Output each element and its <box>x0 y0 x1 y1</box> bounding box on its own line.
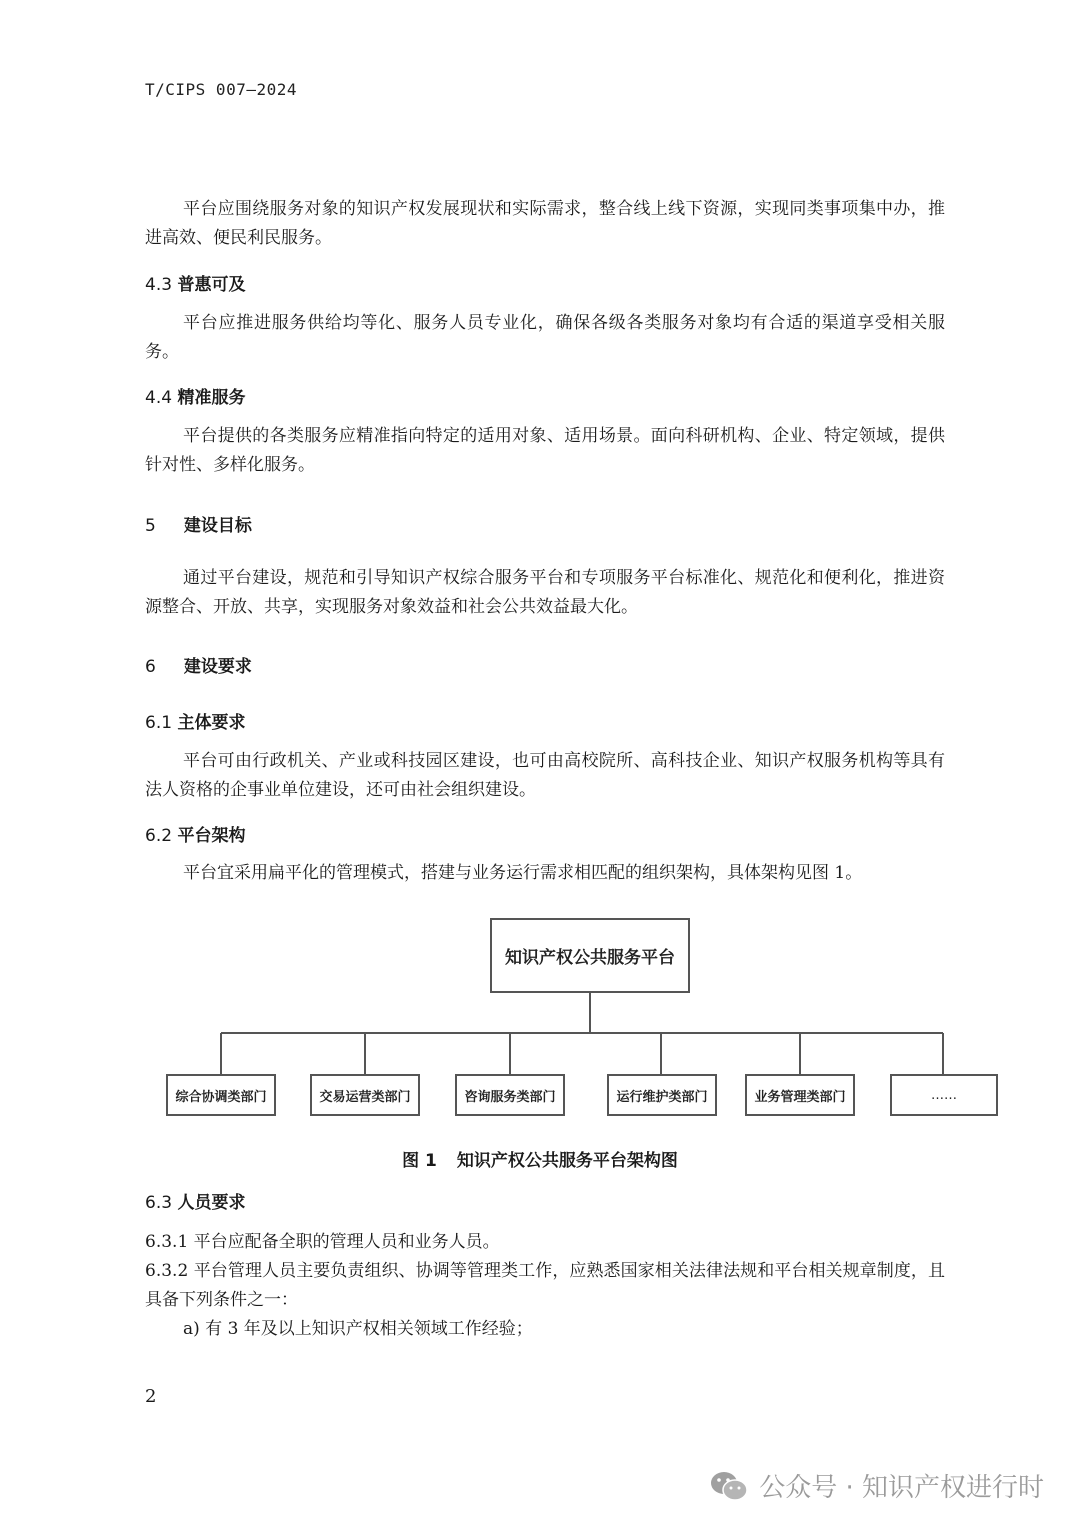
section-title: 主体要求 <box>177 713 246 733</box>
document-code: T/CIPS 007—2024 <box>145 80 297 99</box>
section-number: 6 <box>145 657 156 677</box>
section-number: 4.4 <box>145 388 173 408</box>
org-chart-node-3: 咨询服务类部门 <box>455 1074 565 1116</box>
section-number: 6.2 <box>145 826 173 846</box>
section-title: 建设要求 <box>183 657 252 677</box>
section-title: 精准服务 <box>177 388 246 408</box>
org-chart-node-2: 交易运营类部门 <box>310 1074 420 1116</box>
section-number: 4.3 <box>145 275 173 295</box>
section-title: 建设目标 <box>183 516 252 536</box>
page-number: 2 <box>145 1386 157 1407</box>
watermark-text: 公众号 · 知识产权进行时 <box>759 1473 1044 1503</box>
org-chart-node-more: …… <box>890 1074 998 1116</box>
section-title: 普惠可及 <box>177 275 246 295</box>
section-number: 6.3 <box>145 1193 173 1213</box>
watermark <box>709 1467 1044 1504</box>
intro-paragraph: 平台应围绕服务对象的知识产权发展现状和实际需求，整合线上线下资源，实现同类事项集中办，推进高效、便民利民服务。 <box>145 199 945 248</box>
org-chart-root-node: 知识产权公共服务平台 <box>490 918 690 993</box>
section-title: 人员要求 <box>177 1193 246 1213</box>
org-chart-node-4: 运行维护类部门 <box>607 1074 717 1116</box>
clause-6-3-1: 6.3.1 平台应配备全职的管理人员和业务人员。 <box>145 1232 500 1252</box>
section-number: 6.1 <box>145 713 173 733</box>
section-body-6-2: 平台宜采用扁平化的管理模式，搭建与业务运行需求相匹配的组织架构，具体架构见图 1。 <box>183 863 863 883</box>
section-title: 平台架构 <box>177 826 246 846</box>
figure-caption-title: 知识产权公共服务平台架构图 <box>456 1151 678 1171</box>
list-item-a: a) 有 3 年及以上知识产权相关领域工作经验； <box>183 1319 533 1339</box>
org-chart-node-1: 综合协调类部门 <box>166 1074 276 1116</box>
section-body-4-3: 平台应推进服务供给均等化、服务人员专业化，确保各级各类服务对象均有合适的渠道享受相关服务。 <box>145 313 945 362</box>
org-chart-node-5: 业务管理类部门 <box>745 1074 855 1116</box>
figure-caption-number: 图 1 <box>402 1151 437 1171</box>
figure-caption <box>0 1146 1080 1171</box>
wechat-icon <box>709 1469 749 1503</box>
section-number: 5 <box>145 516 156 536</box>
section-heading-6-3 <box>145 1188 245 1213</box>
section-body-5: 通过平台建设，规范和引导知识产权综合服务平台和专项服务平台标准化、规范化和便利化，推进资源整合、开放、共享，实现服务对象效益和社会公共效益最大化。 <box>145 568 945 617</box>
section-body-6-1: 平台可由行政机关、产业或科技园区建设，也可由高校院所、高科技企业、知识产权服务机构等具有法人资格的企事业单位建设，还可由社会组织建设。 <box>145 751 945 800</box>
section-body-4-4: 平台提供的各类服务应精准指向特定的适用对象、适用场景。面向科研机构、企业、特定领域，提供针对性、多样化服务。 <box>145 426 945 475</box>
clause-6-3-2: 6.3.2 平台管理人员主要负责组织、协调等管理类工作，应熟悉国家相关法律法规和平台相关规章制度，且具备下列条件之一： <box>145 1261 945 1310</box>
